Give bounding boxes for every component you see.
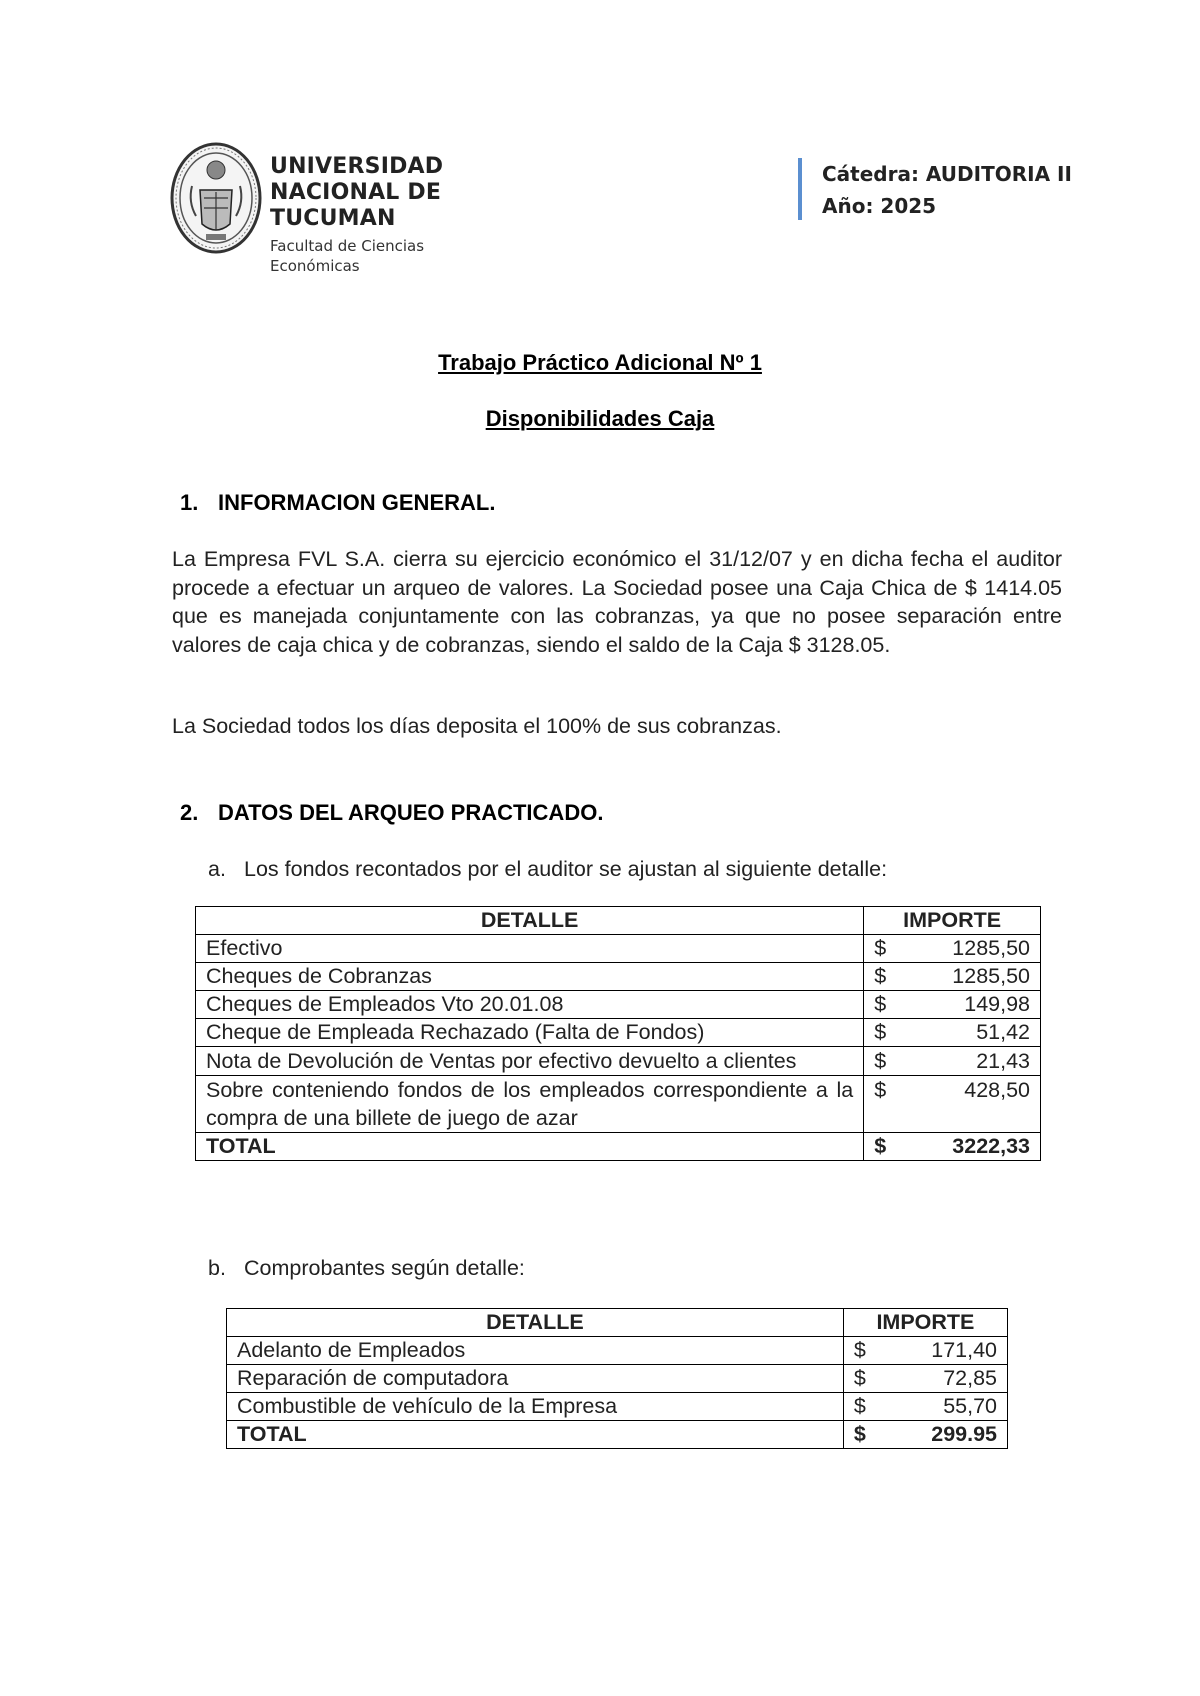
amount-value: 1285,50 <box>952 936 1030 960</box>
university-name-line-1: UNIVERSIDAD <box>270 154 444 179</box>
amount-value: 428,50 <box>964 1078 1030 1102</box>
total-amount <box>864 1133 1041 1161</box>
table-row <box>196 1076 1041 1133</box>
item-b-letter: b. <box>208 1256 226 1280</box>
section-1-title: INFORMACION GENERAL. <box>218 490 496 515</box>
section-2-heading <box>180 800 603 826</box>
amount-value: 72,85 <box>943 1366 997 1390</box>
total-row <box>196 1133 1041 1161</box>
currency-sign: $ <box>853 1422 866 1446</box>
row-importe <box>843 1365 1007 1393</box>
faculty-name: Facultad de Ciencias Económicas <box>270 237 425 275</box>
amount-value: 1285,50 <box>952 964 1030 988</box>
document-title: Trabajo Práctico Adicional Nº 1 <box>438 350 762 375</box>
university-seal-icon <box>170 142 262 254</box>
table-row <box>227 1393 1008 1421</box>
column-header-detalle: DETALLE <box>196 907 864 935</box>
currency-sign: $ <box>874 1078 887 1102</box>
funds-table <box>195 906 1041 1161</box>
total-value: 3222,33 <box>952 1134 1030 1158</box>
catedra-label: Cátedra: AUDITORIA II <box>822 162 1072 186</box>
section-1-heading <box>180 490 495 516</box>
row-detalle: Nota de Devolución de Ventas por efectivo devuelto a clientes <box>196 1047 864 1076</box>
row-detalle: Combustible de vehículo de la Empresa <box>227 1393 844 1421</box>
row-detalle: Sobre conteniendo fondos de los empleados correspondiente a la compra de una billete de juego de azar <box>196 1076 864 1133</box>
section-2-title: DATOS DEL ARQUEO PRACTICADO. <box>218 800 604 825</box>
item-a-text: Los fondos recontados por el auditor se ajustan al siguiente detalle: <box>244 857 888 881</box>
amount-value: 171,40 <box>931 1338 997 1362</box>
currency-sign: $ <box>874 1049 887 1073</box>
row-importe <box>864 1019 1041 1047</box>
row-importe <box>864 963 1041 991</box>
currency-sign: $ <box>874 936 887 960</box>
section-1-paragraph-2: La Sociedad todos los días deposita el 100% de sus cobranzas. <box>172 714 782 738</box>
total-row <box>227 1421 1008 1449</box>
table-row <box>227 1365 1008 1393</box>
amount-value: 21,43 <box>976 1049 1030 1073</box>
university-logo <box>170 140 500 275</box>
item-b-text: Comprobantes según detalle: <box>244 1256 525 1280</box>
university-name <box>270 154 500 276</box>
row-importe <box>864 991 1041 1019</box>
table-row <box>227 1337 1008 1365</box>
table-header-row <box>196 907 1041 935</box>
year-label: Año: 2025 <box>822 194 937 218</box>
column-header-importe: IMPORTE <box>864 907 1041 935</box>
row-detalle: Cheques de Cobranzas <box>196 963 864 991</box>
item-a <box>208 857 887 882</box>
row-detalle: Reparación de computadora <box>227 1365 844 1393</box>
vouchers-table <box>226 1308 1008 1449</box>
currency-sign: $ <box>874 964 887 988</box>
amount-value: 149,98 <box>964 992 1030 1016</box>
amount-value: 51,42 <box>976 1020 1030 1044</box>
total-value: 299.95 <box>931 1422 997 1446</box>
table-row <box>196 963 1041 991</box>
row-importe <box>864 1076 1041 1133</box>
currency-sign: $ <box>853 1338 866 1362</box>
currency-sign: $ <box>874 1134 887 1158</box>
university-name-line-3: TUCUMAN <box>270 206 396 231</box>
column-header-detalle: DETALLE <box>227 1309 844 1337</box>
row-detalle: Cheques de Empleados Vto 20.01.08 <box>196 991 864 1019</box>
document-subtitle: Disponibilidades Caja <box>485 406 715 431</box>
currency-sign: $ <box>874 992 887 1016</box>
total-label: TOTAL <box>196 1133 864 1161</box>
row-importe <box>864 935 1041 963</box>
section-1-paragraph-1: La Empresa FVL S.A. cierra su ejercicio económico el 31/12/07 y en dicha fecha el auditor procede a efectuar un arqueo de valores. La Sociedad posee una Caja Chica de $ 1414.05 que es manejada conjuntamente con las cobranzas, ya que no posee separación entre valores de caja chica y de cobranzas, siendo el saldo de la Caja $ 3128.05. <box>172 547 1062 657</box>
row-importe <box>843 1337 1007 1365</box>
total-label: TOTAL <box>227 1421 844 1449</box>
table-row <box>196 935 1041 963</box>
row-detalle: Efectivo <box>196 935 864 963</box>
currency-sign: $ <box>874 1020 887 1044</box>
row-detalle: Adelanto de Empleados <box>227 1337 844 1365</box>
section-2-number: 2. <box>180 800 199 825</box>
table-row <box>196 1019 1041 1047</box>
total-amount <box>843 1421 1007 1449</box>
column-header-importe: IMPORTE <box>843 1309 1007 1337</box>
university-name-line-2: NACIONAL DE <box>270 180 442 205</box>
table-header-row <box>227 1309 1008 1337</box>
course-info <box>798 158 1072 220</box>
row-importe <box>864 1047 1041 1076</box>
item-a-letter: a. <box>208 857 226 881</box>
table-row <box>196 1047 1041 1076</box>
item-b <box>208 1256 525 1281</box>
currency-sign: $ <box>853 1394 866 1418</box>
currency-sign: $ <box>853 1366 866 1390</box>
amount-value: 55,70 <box>943 1394 997 1418</box>
row-detalle: Cheque de Empleada Rechazado (Falta de Fondos) <box>196 1019 864 1047</box>
section-1-number: 1. <box>180 490 199 515</box>
table-row <box>196 991 1041 1019</box>
row-importe <box>843 1393 1007 1421</box>
